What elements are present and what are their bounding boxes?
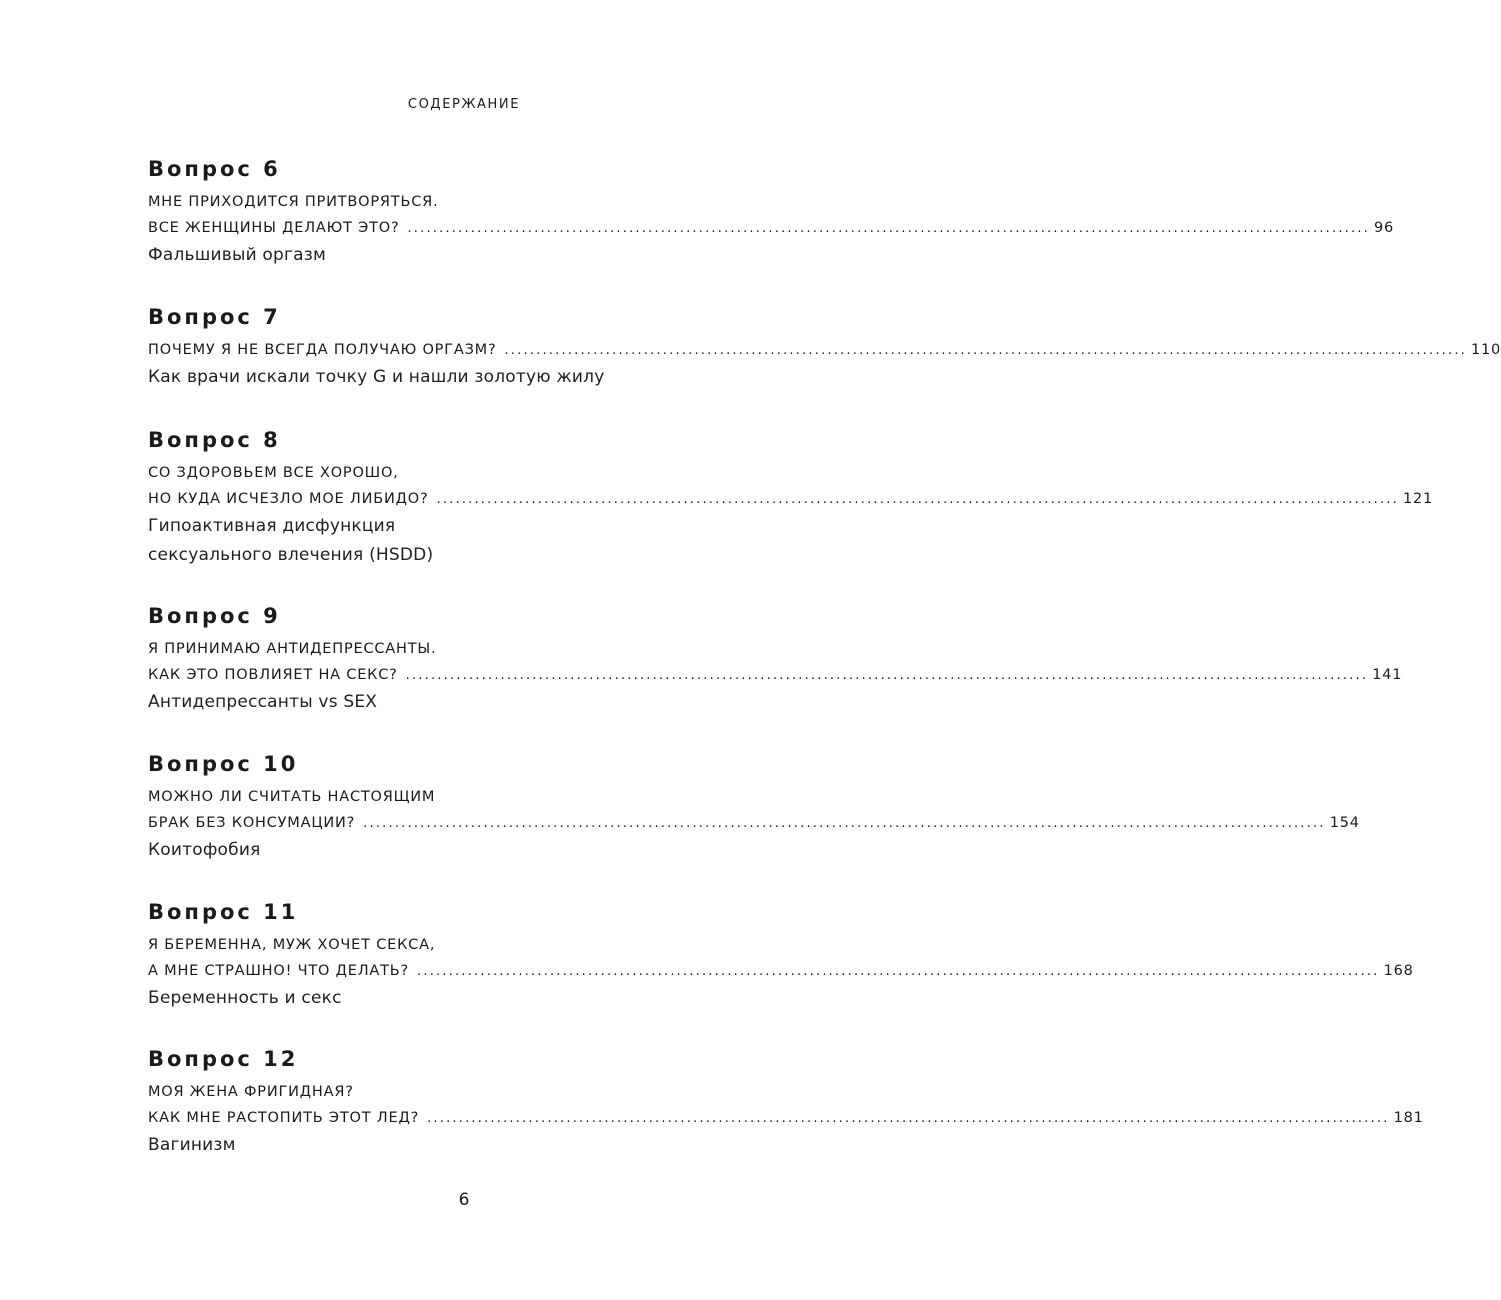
dot-leader: ........................................................................................................................................................ (405, 668, 1369, 683)
page-number: 154 (1329, 815, 1360, 831)
chapter-subtitle: Беременность и секс (148, 988, 342, 1008)
question-title-text: КАК ЭТО ПОВЛИЯЕТ НА СЕКС? (148, 667, 398, 683)
chapter-subtitle: Антидепрессанты vs SEX (148, 692, 378, 712)
page-number: 96 (1373, 220, 1395, 236)
toc-entry-question-12[interactable] (148, 1047, 1424, 1160)
chapter-subtitle: сексуального влечения (HSDD) (148, 545, 434, 565)
question-heading: Вопрос 7 (148, 305, 281, 329)
question-title-last-line (148, 337, 1501, 363)
question-title-last-line (148, 958, 1414, 984)
page-number: 168 (1383, 963, 1414, 979)
question-title-text: НО КУДА ИСЧЕЗЛО МОЕ ЛИБИДО? (148, 491, 429, 507)
dot-leader: ........................................................................................................................................................ (436, 492, 1399, 507)
question-title-line: СО ЗДОРОВЬЕМ ВСЕ ХОРОШО, (148, 465, 399, 481)
question-title-text: ВСЕ ЖЕНЩИНЫ ДЕЛАЮТ ЭТО? (148, 220, 400, 236)
question-title-line: МНЕ ПРИХОДИТСЯ ПРИТВОРЯТЬСЯ. (148, 194, 439, 210)
question-heading: Вопрос 8 (148, 428, 281, 452)
question-heading: Вопрос 12 (148, 1047, 299, 1071)
dot-leader: ........................................................................................................................................................ (504, 343, 1467, 358)
question-title-last-line (148, 215, 1395, 241)
chapter-subtitle: Вагинизм (148, 1135, 236, 1155)
question-heading: Вопрос 10 (148, 752, 299, 776)
question-heading: Вопрос 6 (148, 157, 281, 181)
question-title-line: МОЯ ЖЕНА ФРИГИДНАЯ? (148, 1084, 354, 1100)
running-head: СОДЕРЖАНИЕ (407, 97, 521, 112)
dot-leader: ........................................................................................................................................................ (407, 221, 1370, 236)
toc-entry-question-6[interactable] (148, 157, 1395, 270)
page-folio: 6 (458, 1190, 470, 1210)
dot-leader: ........................................................................................................................................................ (417, 964, 1380, 979)
toc-entry-question-10[interactable] (148, 752, 1360, 865)
question-title-last-line (148, 486, 1434, 512)
page-number: 181 (1393, 1110, 1424, 1126)
dot-leader: ........................................................................................................................................................ (363, 816, 1326, 831)
question-title-last-line (148, 662, 1403, 688)
page-number: 141 (1372, 667, 1403, 683)
question-title-last-line (148, 810, 1360, 836)
chapter-subtitle: Как врачи искали точку G и нашли золотую жилу (148, 367, 605, 387)
question-title-line: МОЖНО ЛИ СЧИТАТЬ НАСТОЯЩИМ (148, 789, 436, 805)
question-title-text: КАК МНЕ РАСТОПИТЬ ЭТОТ ЛЕД? (148, 1110, 420, 1126)
question-title-text: БРАК БЕЗ КОНСУМАЦИИ? (148, 815, 356, 831)
toc-entry-question-11[interactable] (148, 900, 1414, 1013)
page-number: 110 (1470, 342, 1501, 358)
question-title-text: А МНЕ СТРАШНО! ЧТО ДЕЛАТЬ? (148, 963, 410, 979)
question-heading: Вопрос 9 (148, 604, 281, 628)
toc-entry-question-7[interactable] (148, 305, 1501, 392)
toc-entry-question-9[interactable] (148, 604, 1403, 717)
question-title-line: Я ПРИНИМАЮ АНТИДЕПРЕССАНТЫ. (148, 641, 437, 657)
chapter-subtitle: Гипоактивная дисфункция (148, 516, 396, 536)
chapter-subtitle: Фальшивый оргазм (148, 245, 327, 265)
question-heading: Вопрос 11 (148, 900, 299, 924)
question-title-line: Я БЕРЕМЕННА, МУЖ ХОЧЕТ СЕКСА, (148, 937, 436, 953)
question-title-last-line (148, 1105, 1424, 1131)
chapter-subtitle: Коитофобия (148, 840, 261, 860)
question-title-text: ПОЧЕМУ Я НЕ ВСЕГДА ПОЛУЧАЮ ОРГАЗМ? (148, 342, 497, 358)
toc-entry-question-8[interactable] (148, 428, 1434, 570)
page-number: 121 (1403, 491, 1434, 507)
dot-leader: ........................................................................................................................................................ (427, 1111, 1390, 1126)
